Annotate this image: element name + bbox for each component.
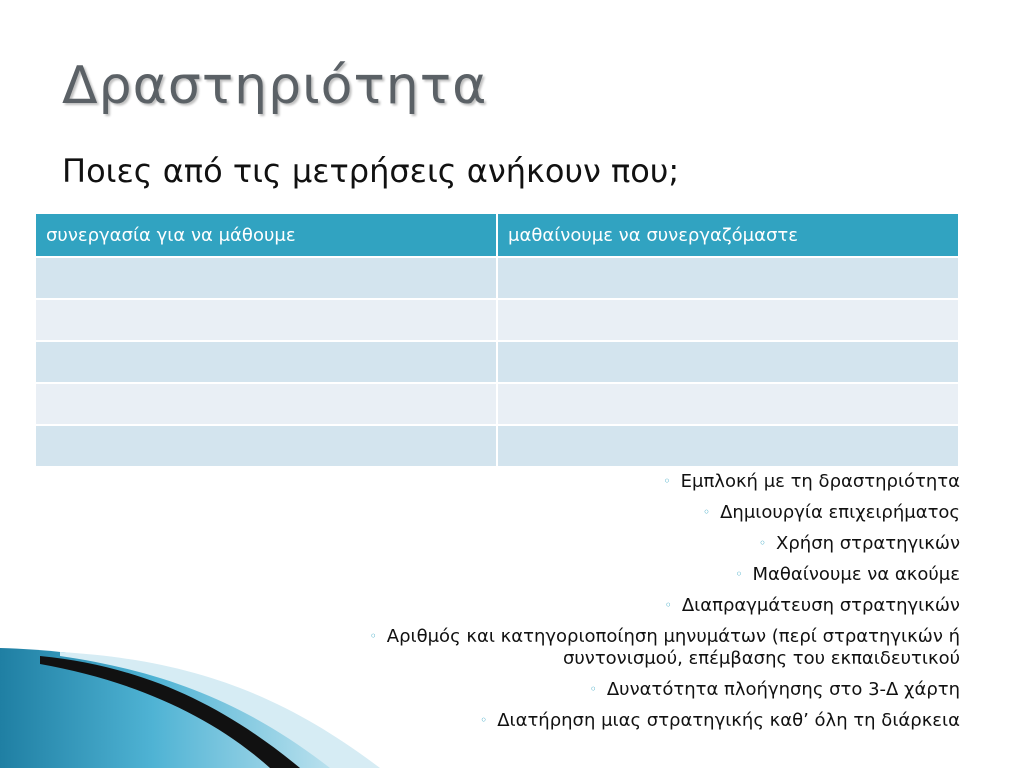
hollow-circle-bullet-icon: ◦ bbox=[369, 629, 377, 643]
list-item[interactable] bbox=[170, 678, 960, 701]
table-row bbox=[36, 425, 958, 467]
table-cell[interactable] bbox=[497, 341, 958, 383]
hollow-circle-bullet-icon: ◦ bbox=[703, 505, 711, 519]
table-cell[interactable] bbox=[497, 299, 958, 341]
list-item[interactable] bbox=[170, 625, 960, 670]
table-cell[interactable] bbox=[36, 383, 497, 425]
table-row bbox=[36, 383, 958, 425]
list-item[interactable] bbox=[170, 501, 960, 524]
hollow-circle-bullet-icon: ◦ bbox=[758, 536, 767, 550]
table-cell[interactable] bbox=[36, 257, 497, 299]
list-item-text: Αριθμός και κατηγοριοποίηση μηνυμάτων (περί στρατηγικών ή bbox=[386, 626, 960, 647]
list-item-text: Διατήρηση μιας στρατηγικής καθ’ όλη τη διάρκεια bbox=[497, 710, 960, 731]
column-header-collaboration-to-learn: συνεργασία για να μάθουμε bbox=[36, 214, 497, 257]
list-item[interactable] bbox=[170, 709, 960, 732]
list-item[interactable] bbox=[170, 532, 960, 555]
list-item-text: Χρήση στρατηγικών bbox=[776, 533, 960, 554]
hollow-circle-bullet-icon: ◦ bbox=[735, 567, 743, 581]
table-cell[interactable] bbox=[36, 341, 497, 383]
slide-title: Δραστηριότητα bbox=[62, 56, 488, 116]
list-item[interactable] bbox=[170, 563, 960, 586]
list-item-text: Μαθαίνουμε να ακούμε bbox=[752, 564, 960, 585]
table-cell[interactable] bbox=[36, 299, 497, 341]
hollow-circle-bullet-icon: ◦ bbox=[664, 598, 672, 612]
hollow-circle-bullet-icon: ◦ bbox=[589, 682, 597, 696]
list-item-text: Δυνατότητα πλοήγησης στο 3-Δ χάρτη bbox=[606, 679, 960, 700]
table-cell[interactable] bbox=[497, 425, 958, 467]
table-header-row bbox=[36, 214, 958, 257]
slide-question: Ποιες από τις μετρήσεις ανήκουν που; bbox=[62, 152, 680, 190]
table-cell[interactable] bbox=[497, 257, 958, 299]
table-row bbox=[36, 257, 958, 299]
list-item[interactable] bbox=[170, 470, 960, 493]
list-item-text: Εμπλοκή με τη δραστηριότητα bbox=[680, 471, 960, 492]
table-cell[interactable] bbox=[36, 425, 497, 467]
hollow-circle-bullet-icon: ◦ bbox=[480, 713, 488, 727]
list-item[interactable] bbox=[170, 594, 960, 617]
measurement-list bbox=[170, 470, 960, 740]
table-row bbox=[36, 341, 958, 383]
table-row bbox=[36, 299, 958, 341]
table-cell[interactable] bbox=[497, 383, 958, 425]
classification-table bbox=[36, 214, 958, 468]
hollow-circle-bullet-icon: ◦ bbox=[663, 474, 671, 488]
list-item-text: Δημιουργία επιχειρήματος bbox=[720, 502, 960, 523]
list-item-text: Διαπραγμάτευση στρατηγικών bbox=[681, 595, 960, 616]
column-header-learning-to-collaborate: μαθαίνουμε να συνεργαζόμαστε bbox=[497, 214, 958, 257]
list-item-continuation: συντονισμού, επέμβασης του εκπαιδευτικού bbox=[562, 648, 960, 669]
